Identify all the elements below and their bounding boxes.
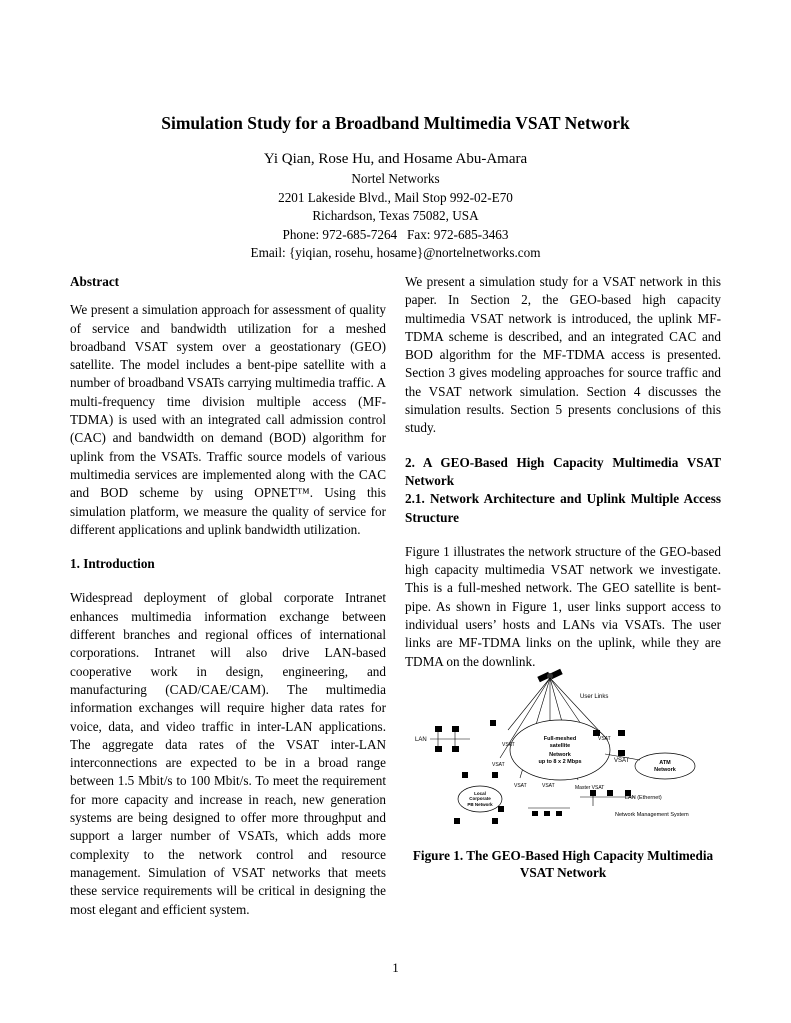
page-number: 1 (392, 960, 399, 975)
master-vsat-label: Master VSAT (575, 785, 605, 791)
vsat-label-4: VSAT (542, 783, 555, 789)
atm-text-2: Network (654, 767, 676, 773)
right-para2: Figure 1 illustrates the network structure of the GEO-based high capacity multimedia VSAT network we investigate. This is a full-meshed network. The GEO satellite is bent-pipe. As shown in Figure 1, user links support access to individual users’ hosts and LANs via VSATs. The user links are MF-TDMA links on the uplink, while they are TDMA on the downlink. (405, 543, 721, 669)
satellite-network-cloud (510, 720, 610, 780)
abstract-heading: Abstract (70, 274, 120, 289)
affiliation-address1: 2201 Lakeside Blvd., Mail Stop 992-02-E70 (278, 189, 513, 205)
atm-text-1: ATM (659, 760, 671, 766)
cloud-text-1: Full-meshed (543, 736, 577, 742)
right-para1: We present a simulation study for a VSAT network in this paper. In Section 2, the GEO-based high capacity multimedia VSAT network is introduced, the uplink MF-TDMA scheme is described, and an integrated CAC and BOD algorithm for the MF-TDMA access is presented. Section 3 gives modeling approaches for source traffic and the VSAT network simulation. Section 4 discusses the simulation results. Section 5 presents conclusions of this study. (405, 274, 721, 436)
affiliation-address2: Richardson, Texas 75082, USA (312, 208, 479, 224)
affiliation (0, 170, 791, 263)
pbx-network-cloud (458, 786, 502, 812)
lan-label: LAN (415, 737, 427, 743)
atm-network-cloud (635, 753, 695, 779)
vsat-label-3: VSAT (514, 783, 527, 789)
vsat-label-1: VSAT (502, 742, 515, 748)
lan-ethernet-label: LAN (Ethernet) (625, 795, 662, 801)
cloud-text-4: up to 8 x 2 Mbps (538, 759, 582, 765)
network-figure (410, 668, 730, 838)
intro-heading: 1. Introduction (70, 556, 155, 572)
section21-heading: 2.1. Network Architecture and Uplink Multiple Access Structure (405, 491, 721, 525)
pbx-text-2: Corporate (469, 796, 491, 801)
affiliation-email: Email: {yiqian, rosehu, hosame}@nortelnetworks.com (250, 245, 541, 261)
abstract-text: We present a simulation approach for assessment of quality of service and bandwidth utilization for a meshed broadband VSAT system over a geostationary (GEO) satellite. The model includes a bent-pipe satellite with a number of broadband VSATs carrying multimedia traffic. A multi-frequency time division multiple access (MF-TDMA) is used with an integrated call admission control (CAC) and bandwidth on demand (BOD) algorithm for uplink from the VSATs. Traffic source models of various multimedia services are implemented along with the CAC and BOD scheme by using OPNET™. Using this simulation platform, we measure the quality of service for different applications and uplink bandwidth utilization. (70, 302, 386, 537)
right-column (405, 273, 721, 671)
figure-caption: Figure 1. The GEO-Based High Capacity Multimedia VSAT Network (412, 848, 714, 880)
network-diagram (410, 668, 730, 838)
vsat-label-2: VSAT (492, 762, 505, 768)
vsat-label-6: VSAT (614, 758, 630, 764)
affiliation-org: Nortel Networks (351, 171, 440, 186)
vsat-label-5: VSAT (598, 736, 611, 742)
paper-title: Simulation Study for a Broadband Multimedia VSAT Network (161, 113, 630, 133)
section2-heading: 2. A GEO-Based High Capacity Multimedia VSAT Network (405, 454, 721, 488)
affiliation-phone: Phone: 972-685-7264 Fax: 972-685-3463 (282, 226, 509, 242)
nms-label: Network Management System (615, 812, 689, 818)
user-links-label: User Links (580, 694, 609, 700)
pbx-text-1: Local (474, 791, 486, 796)
cloud-text-3: Network (549, 752, 571, 758)
intro-text: Widespread deployment of global corporate Intranet enhances multimedia information exchange between different branches and regional offices of international corporations. Intranet will also drive LAN-based cooperative work in design, engineering, and manufacturing (CAD/CAE/CAM). The multimedia information exchanges will require higher data rates for voice, data, and video traffic in inter-LAN applications. The aggregate data rates of the VSAT inter-LAN interconnections are expected to be in a broad range between 1.5 Mbit/s to 100 Mbit/s. To meet the requirement for more capacity and increase in reach, new generation systems are being designed to offer more throughput and support a larger number of VSATs, which adds more complexity to the network control and resource management. Simulation of VSAT networks that meets these service requirements will be critical in designing the most elegant and efficient system. (70, 590, 386, 917)
left-column (70, 273, 386, 919)
pbx-text-3: PB Network (467, 802, 493, 807)
authors: Yi Qian, Rose Hu, and Hosame Abu-Amara (263, 151, 528, 167)
cloud-text-2: satellite (549, 743, 571, 749)
